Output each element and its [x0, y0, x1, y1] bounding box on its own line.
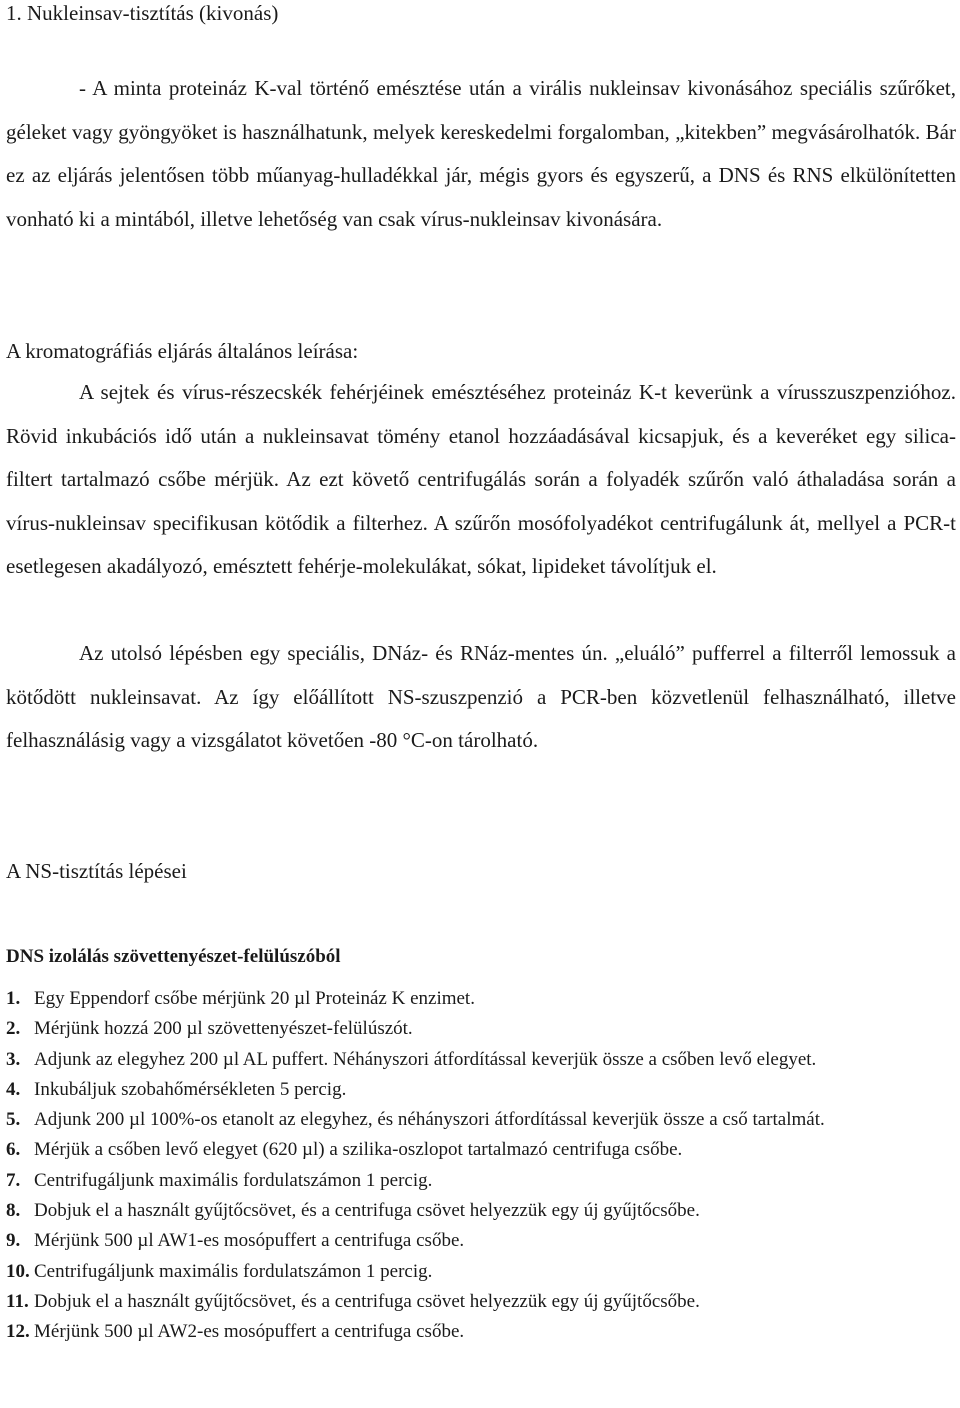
list-item: [6, 1014, 956, 1044]
list-item: [6, 1135, 956, 1165]
step-text: Dobjuk el a használt gyűjtőcsövet, és a centrifuga csövet helyezzük egy új gyűjtőcsőbe.: [34, 1200, 700, 1222]
list-item: [6, 1045, 956, 1075]
steps-title: A NS-tisztítás lépései: [6, 859, 187, 883]
list-item: [6, 1317, 956, 1347]
chromatography-title: A kromatográfiás eljárás általános leírása:: [6, 339, 359, 363]
step-text: Inkubáljuk szobahőmérsékleten 5 percig.: [34, 1078, 347, 1100]
step-number: 9.: [6, 1230, 21, 1252]
list-item: [6, 1075, 956, 1105]
list-item: [6, 1226, 956, 1256]
step-number: 8.: [6, 1200, 21, 1222]
step-number: 12.: [6, 1321, 30, 1343]
step-text: Dobjuk el a használt gyűjtőcsövet, és a centrifuga csövet helyezzük egy új gyűjtőcsőbe.: [34, 1290, 700, 1312]
step-number: 11.: [6, 1290, 29, 1312]
list-item: [6, 1166, 956, 1196]
list-item: [6, 984, 956, 1014]
step-number: 2.: [6, 1018, 21, 1040]
chromatography-paragraph: A sejtek és vírus-részecskék fehérjéinek emésztéséhez proteináz K-t keverünk a vírusszuszpenzióhoz. Rövid inkubációs idő után a nukleinsavat tömény etanol hozzáadásával kicsapjuk, és a keveréket egy silica-filtert tartalmazó csőbe mérjük. Az ezt követő centrifugálás során a folyadék szűrőn való áthaladása során a vírus-nukleinsav specifikusan kötődik a filterhez. A szűrőn mosófolyadékot centrifugálunk át, mellyel a PCR-t esetlegesen akadályozó, emésztett fehérje-molekulákat, sókat, lipideket távolítjuk el.: [6, 380, 956, 578]
protocol-steps: [6, 984, 956, 1348]
list-item: [6, 1105, 956, 1135]
step-text: Mérjünk 500 µl AW2-es mosópuffert a centrifuga csőbe.: [34, 1321, 465, 1343]
step-text: Mérjünk 500 µl AW1-es mosópuffert a centrifuga csőbe.: [34, 1230, 465, 1252]
step-number: 3.: [6, 1048, 21, 1070]
step-number: 10.: [6, 1260, 30, 1282]
elution-paragraph: Az utolsó lépésben egy speciális, DNáz- és RNáz-mentes ún. „eluáló” pufferrel a filterről lemossuk a kötődött nukleinsavat. Az így előállított NS-szuszpenzió a PCR-ben közvetlenül felhasználható, illetve felhasználásig vagy a vizsgálatot követően -80 °C-on tárolható.: [6, 641, 956, 752]
step-number: 6.: [6, 1139, 21, 1161]
list-item: [6, 1196, 956, 1226]
step-text: Mérjük a csőben levő elegyet (620 µl) a szilika-oszlopot tartalmazó centrifuga csőbe.: [34, 1139, 683, 1161]
list-item: [6, 1257, 956, 1287]
step-text: Egy Eppendorf csőbe mérjünk 20 µl Proteináz K enzimet.: [34, 988, 475, 1009]
step-number: 5.: [6, 1109, 21, 1131]
step-text: Centrifugáljunk maximális fordulatszámon 1 percig.: [34, 1260, 433, 1282]
protocol-title: DNS izolálás szövettenyészet-felülúszóból: [6, 946, 341, 967]
step-text: Centrifugáljunk maximális fordulatszámon 1 percig.: [34, 1169, 433, 1191]
step-text: Adjunk az elegyhez 200 µl AL puffert. Néhányszori átfordítással keverjük össze a csőben levő elegyet.: [34, 1048, 817, 1070]
step-text: Mérjünk hozzá 200 µl szövettenyészet-felülúszót.: [34, 1018, 413, 1040]
step-text: Adjunk 200 µl 100%-os etanolt az elegyhez, és néhányszori átfordítással keverjük össze a cső tartalmát.: [34, 1109, 825, 1131]
section-heading: 1. Nukleinsav-tisztítás (kivonás): [6, 1, 279, 25]
step-number: 7.: [6, 1169, 21, 1191]
list-item: [6, 1287, 956, 1317]
step-number: 1.: [6, 988, 21, 1009]
step-number: 4.: [6, 1078, 21, 1100]
intro-paragraph: - A minta proteináz K-val történő emésztése után a virális nukleinsav kivonásához speciális szűrőket, géleket vagy gyöngyöket is használhatunk, melyek kereskedelmi forgalomban, „kitekben” megvásárolhatók. Bár ez az eljárás jelentősen több műanyag-hulladékkal jár, mégis gyors és egyszerű, a DNS és RNS elkülönítetten vonható ki a mintából, illetve lehetőség van csak vírus-nukleinsav kivonására.: [6, 76, 956, 231]
